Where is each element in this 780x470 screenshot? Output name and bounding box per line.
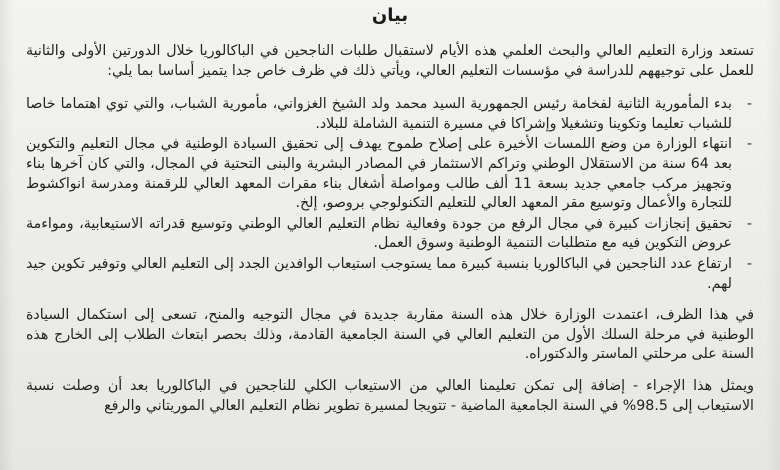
page-shadow-left: [0, 0, 14, 470]
bullet-text: بدء المأمورية الثانية لفخامة رئيس الجمهورية السيد محمد ولد الشيخ الغزواني، مأمورية الشباب، والتي توي اهتماما خاصا للشباب تعليما وتكوينا وتشغيلا وإشراكا في مسيرة التنمية الشاملة للبلاد.: [26, 96, 732, 132]
intro-paragraph: تستعد وزارة التعليم العالي والبحث العلمي هذه الأيام لاستقبال طلبات الناجحين في الباكالوريا خلال الدورتين الأولى والثانية للعمل على توجيههم للدراسة في مؤسسات التعليم العالي، ويأتي ذلك في ظرف خاص جدا يتميز أساسا بما يلي:: [26, 43, 754, 79]
bullet-marker: -: [746, 255, 752, 272]
bullet-marker: -: [746, 136, 752, 153]
bullet-list: [26, 95, 754, 294]
bullet-text: ارتفاع عدد الناجحين في الباكالوريا بنسبة كبيرة مما يستوجب استيعاب الوافدين الجدد إلى التعليم العالي وتوفير تكوين جيد لهم.: [26, 255, 732, 292]
paragraph-measure: ويمثل هذا الإجراء - إضافة إلى تمكن تعليمنا العالي من الاستيعاب الكلي للناجحين في الباكالوريا بعد أن وصلت نسبة الاستيعاب إلى 98.5% في السنة الجامعية الماضية - تتويجا لمسيرة تطوير نظام التعليم العالي الموريتاني والرفع: [26, 377, 754, 414]
bullet-item: [26, 255, 752, 294]
bullet-marker: -: [746, 215, 752, 232]
bullet-item: [26, 135, 752, 213]
document-title: بيان: [371, 5, 409, 26]
bullet-text: تحقيق إنجازات كبيرة في مجال الرفع من جودة وفعالية نظام التعليم العالي الوطني وتوسيع قدراته الاستيعابية، ومواءمة عروض التكوين فيه مع متطلبات التنمية الوطنية وسوق العمل.: [26, 215, 732, 252]
paragraph-approach: في هذا الظرف، اعتمدت الوزارة خلال هذه السنة مقاربة جديدة في مجال التوجيه والمنح، تسعى إلى استكمال السيادة الوطنية في مرحلة السلك الأول من التعليم العالي في السنة الجامعية القادمة، وذلك بحصر ابتعاث الطلاب إلى الخارج هذه السنة على مرحلتي الماستر والدكتوراه.: [26, 307, 754, 363]
bullet-item: [26, 95, 752, 134]
bullet-text: انتهاء الوزارة من وضع اللمسات الأخيرة على إصلاح طموح يهدف إلى تحقيق السيادة الوطنية في مجال التعليم والتكوين بعد 64 سنة من الاستقلال الوطني وتراكم الاستثمار في المصادر البشرية والبنى التحتية في المجال، والتي كان آخرها بناء وتجهيز مركب جامعي جديد بسعة 11 ألف طالب ومواصلة أشغال بناء مقرات المعهد العالي للرقمنة ومدرسة انواكشوط للتجارة والأعمال وتوسيع مقر المعهد العالي للتعليم التكنولوجي بروصو، إلخ.: [26, 136, 733, 212]
bullet-item: [26, 215, 752, 254]
page-shadow-right: [766, 0, 780, 470]
bullet-marker: -: [746, 96, 752, 113]
